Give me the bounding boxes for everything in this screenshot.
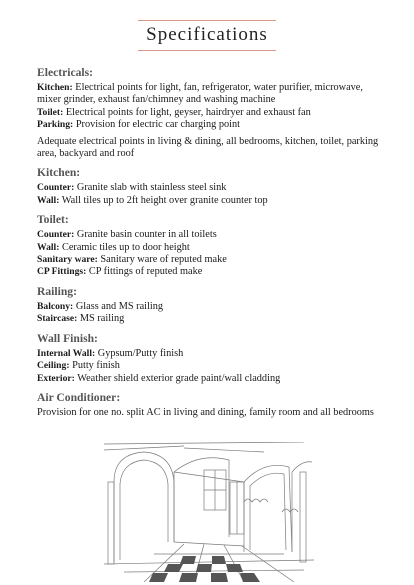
- spec-item: [37, 360, 382, 372]
- title-rule-top: [138, 20, 276, 21]
- spec-item: [37, 82, 382, 107]
- spec-item: [37, 373, 382, 385]
- page-title: Specifications: [146, 24, 268, 45]
- spec-text: Gypsum/Putty finish: [95, 347, 184, 359]
- section-heading: Toilet:: [37, 213, 69, 227]
- spec-text: Granite basin counter in all toilets: [74, 229, 217, 241]
- spec-item: [37, 119, 382, 131]
- spec-label: Balcony:: [37, 300, 74, 312]
- spec-text: MS railing: [77, 313, 125, 325]
- spec-label: Counter:: [37, 229, 75, 241]
- spec-text: Glass and MS railing: [73, 300, 164, 312]
- spec-item: [37, 301, 382, 313]
- spec-item: [37, 348, 382, 360]
- spec-text: Weather shield exterior grade paint/wall cladding: [74, 372, 281, 384]
- spec-label: Internal Wall:: [37, 347, 96, 359]
- spec-label: Wall:: [37, 241, 60, 253]
- section-electricals: [37, 66, 382, 160]
- spec-text: Granite slab with stainless steel sink: [74, 182, 227, 194]
- spec-text: CP fittings of reputed make: [86, 266, 203, 278]
- specifications-list: [37, 66, 382, 425]
- spec-item: [37, 242, 382, 254]
- section-toilet: [37, 213, 382, 279]
- spec-text: Sanitary ware of reputed make: [97, 254, 227, 266]
- spec-item: [37, 136, 382, 161]
- spec-label: Counter:: [37, 182, 75, 194]
- section-railing: [37, 285, 382, 326]
- section-wall-finish: [37, 332, 382, 385]
- spec-label: Parking:: [37, 119, 74, 131]
- section-heading: Wall Finish:: [37, 331, 98, 345]
- spec-label: Wall:: [37, 194, 60, 206]
- spec-text: Provision for electric car charging point: [73, 119, 241, 131]
- spec-text: Electrical points for light, geyser, hairdryer and exhaust fan: [63, 106, 311, 118]
- spec-item: [37, 107, 382, 119]
- spec-item: [37, 254, 382, 266]
- section-heading: Air Conditioner:: [37, 390, 121, 404]
- section-heading: Railing:: [37, 284, 77, 298]
- spec-text: Electrical points for light, fan, refrigerator, water purifier, microwave, mixer grinder, exhaust fan/chimney and washing machine: [37, 82, 363, 106]
- spec-text: Wall tiles up to 2ft height over granite counter top: [59, 194, 268, 206]
- spec-item: [37, 407, 382, 419]
- title-rule-bottom: [138, 50, 276, 51]
- spec-item: [37, 313, 382, 325]
- spec-item: [37, 229, 382, 241]
- spec-label: Sanitary ware:: [37, 254, 98, 266]
- spec-label: CP Fittings:: [37, 266, 87, 278]
- spec-item: [37, 195, 382, 207]
- section-air-conditioner: [37, 391, 382, 419]
- spec-text: Provision for one no. split AC in living and dining, family room and all bedrooms: [37, 406, 374, 418]
- section-heading: Kitchen:: [37, 166, 81, 180]
- spec-text: Putty finish: [69, 360, 120, 372]
- spec-text: Adequate electrical points in living & dining, all bedrooms, kitchen, toilet, parking area, backyard and roof: [37, 135, 379, 160]
- spec-item: [37, 182, 382, 194]
- spec-label: Ceiling:: [37, 360, 70, 372]
- spec-item: [37, 266, 382, 278]
- spec-label: Staircase:: [37, 313, 78, 325]
- section-heading: Electricals:: [37, 66, 94, 79]
- section-kitchen: [37, 166, 382, 207]
- spec-label: Kitchen:: [37, 82, 73, 93]
- spec-label: Toilet:: [37, 106, 64, 118]
- spec-label: Exterior:: [37, 372, 75, 384]
- spec-text: Ceramic tiles up to door height: [59, 241, 190, 253]
- interior-sketch-illustration: [104, 442, 314, 582]
